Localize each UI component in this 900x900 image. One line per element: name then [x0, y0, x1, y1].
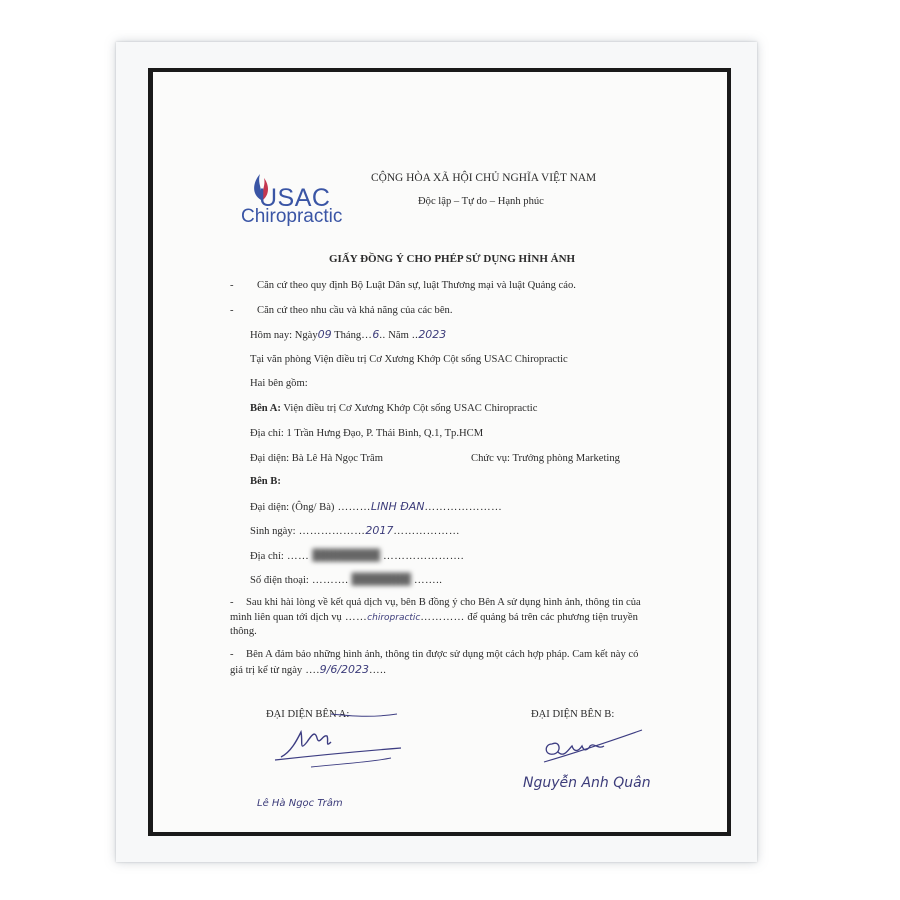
party-b-address-value: ████████ — [312, 549, 381, 562]
clause2-line1: Bên A đảm bảo những hình ảnh, thông tin được sử dụng một cách hợp pháp. Cam kết này có — [246, 649, 639, 660]
party-a-rep: Đại diện: Bà Lê Hà Ngọc Trâm — [250, 453, 383, 464]
party-b-phone-value: ███████ — [351, 573, 411, 586]
party-b-address-line: Địa chỉ: …… ████████ …………………. — [250, 549, 464, 562]
clause1-line1: Sau khi hài lòng về kết quả dịch vụ, bên B đồng ý cho Bên A sử dụng hình ảnh, thông tin của — [246, 597, 641, 608]
signature-a-label: ĐẠI DIỆN BÊN A: — [266, 709, 350, 720]
month-label: Tháng — [334, 330, 362, 341]
clause1-line3: thông. — [230, 626, 257, 637]
date-month: 6 — [372, 328, 380, 341]
clause1-line2: mình liên quan tới dịch vụ ……chiropractic………… để quảng bá trên các phương tiện truyền — [230, 612, 638, 623]
logo-usac-text: USAC — [259, 184, 331, 212]
document-page — [153, 72, 727, 832]
clause2-dash: - — [230, 649, 234, 660]
date-label: Hôm nay: Ngày — [250, 330, 318, 341]
basis-item-1: Căn cứ theo quy định Bộ Luật Dân sự, luật Thương mại và luật Quảng cáo. — [257, 280, 576, 291]
clause2-line2: giá trị kể từ ngày ….9/6/2023….. — [230, 663, 387, 676]
clause1-dash: - — [230, 597, 234, 608]
basis-dash-1: - — [230, 280, 234, 291]
signature-b-name: Nguyễn Anh Quân — [523, 775, 651, 791]
parties-intro: Hai bên gồm: — [250, 378, 308, 389]
party-b-rep-line: Đại diện: (Ông/ Bà) ………LINH ĐAN………………… — [250, 500, 503, 513]
party-b-rep-value: LINH ĐAN — [370, 500, 425, 513]
location-line: Tại văn phòng Viện điều trị Cơ Xương Khớp Cột sống USAC Chiropractic — [250, 354, 568, 365]
signature-a-mark-icon — [271, 712, 411, 782]
document-title: GIẤY ĐỒNG Ý CHO PHÉP SỬ DỤNG HÌNH ẢNH — [329, 253, 576, 265]
party-a-name: Viện điều trị Cơ Xương Khớp Cột sống USAC Chiropractic — [283, 403, 538, 414]
clause2-effective-date: 9/6/2023 — [319, 663, 370, 676]
date-line: Hôm nay: Ngày09 Tháng…6.. Năm ..2023 — [250, 328, 447, 341]
party-b-dob-label: Sinh ngày: — [250, 526, 296, 537]
party-b-address-label: Địa chỉ: — [250, 551, 284, 562]
clause1-service: chiropractic — [367, 613, 421, 623]
party-b-dob-value: 2017 — [365, 524, 394, 537]
date-year: 2023 — [418, 328, 447, 341]
party-b-dob-line: Sinh ngày: ………………2017……………… — [250, 524, 460, 537]
clause1-line2b: để quảng bá trên các phương tiện truyền — [467, 612, 638, 623]
party-b-phone-label: Số điện thoại: — [250, 575, 309, 586]
year-label: Năm — [388, 330, 409, 341]
party-b-phone-line: Số điện thoại: ………. ███████ …….. — [250, 573, 443, 586]
party-a-line — [250, 403, 537, 414]
signature-b-label: ĐẠI DIỆN BÊN B: — [531, 709, 615, 720]
party-b-heading: Bên B: — [250, 476, 281, 487]
country-heading: CỘNG HÒA XÃ HỘI CHỦ NGHĨA VIỆT NAM — [371, 172, 597, 184]
basis-dash-2: - — [230, 305, 234, 316]
basis-item-2: Căn cứ theo nhu cầu và khả năng của các bên. — [257, 305, 453, 316]
party-a-address: Địa chỉ: 1 Trần Hưng Đạo, P. Thái Bình, Q.1, Tp.HCM — [250, 428, 484, 439]
clause2-line2-text: giá trị kể từ ngày — [230, 665, 303, 676]
motto: Độc lập – Tự do – Hạnh phúc — [418, 196, 544, 207]
party-b-rep-label: Đại diện: (Ông/ Bà) — [250, 502, 335, 513]
logo-chiropractic-text: Chiropractic — [241, 206, 343, 227]
signature-a-name: Lê Hà Ngọc Trâm — [257, 798, 343, 809]
date-day: 09 — [317, 328, 332, 341]
usac-logo — [241, 172, 371, 232]
clause1-line2a: mình liên quan tới dịch vụ — [230, 612, 342, 623]
signature-b-mark-icon — [538, 722, 648, 767]
party-a-heading: Bên A: — [250, 403, 281, 414]
party-a-position: Chức vụ: Trưởng phòng Marketing — [471, 453, 620, 464]
